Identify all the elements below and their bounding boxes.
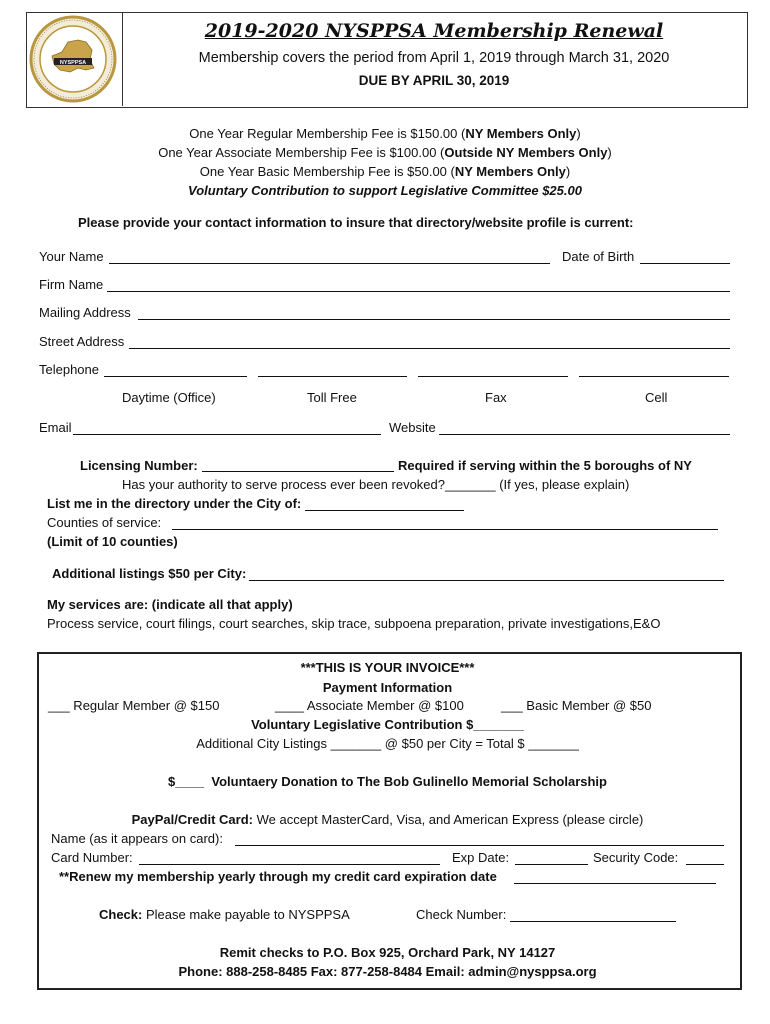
revoked-question: Has your authority to serve process ever been revoked?_______ (If yes, please explain): [122, 477, 630, 492]
check-payable: Check: Please make payable to NYSPPSA: [99, 907, 350, 922]
mailing-address-field[interactable]: [138, 319, 730, 320]
exp-date-label: Exp Date:: [452, 850, 510, 865]
telephone-label: Telephone: [39, 362, 99, 377]
associate-member-option[interactable]: ____ Associate Member @ $100: [275, 698, 464, 713]
email-field[interactable]: [73, 434, 381, 435]
basic-fee: One Year Basic Membership Fee is $50.00 (NY Members Only): [199, 164, 571, 179]
counties-limit: (Limit of 10 counties): [47, 534, 178, 549]
mailing-address-label: Mailing Address: [39, 305, 131, 320]
exp-date-field[interactable]: [515, 864, 588, 865]
cell-caption: Cell: [645, 390, 668, 405]
renew-yearly-field[interactable]: [514, 883, 716, 884]
fax-caption: Fax: [485, 390, 507, 405]
card-number-field[interactable]: [139, 864, 440, 865]
directory-city-label: List me in the directory under the City of:: [47, 496, 302, 511]
services-label: My services are: (indicate all that apply): [47, 597, 293, 612]
voluntary-contribution: Voluntary Contribution to support Legislative Committee $25.00: [188, 183, 582, 198]
additional-listings-field[interactable]: [249, 580, 724, 581]
logo-box: [26, 12, 123, 106]
licensing-required-note: Required if serving within the 5 boroughs of NY: [398, 458, 692, 473]
phone-fax-field[interactable]: [418, 376, 568, 377]
due-date: DUE BY APRIL 30, 2019: [358, 73, 510, 88]
your-name-field[interactable]: [109, 263, 550, 264]
tollfree-caption: Toll Free: [307, 390, 357, 405]
paypal-credit-card: PayPal/Credit Card: We accept MasterCard, Visa, and American Express (please circle): [131, 812, 644, 827]
renew-yearly-label: **Renew my membership yearly through my credit card expiration date: [59, 869, 497, 884]
counties-label: Counties of service:: [47, 515, 162, 530]
card-number-label: Card Number:: [51, 850, 133, 865]
payment-information: Payment Information: [322, 680, 453, 695]
email-label: Email: [39, 420, 72, 435]
regular-fee: One Year Regular Membership Fee is $150.00 (NY Members Only): [189, 126, 581, 141]
check-number-label: Check Number:: [416, 907, 507, 922]
remit-address: Remit checks to P.O. Box 925, Orchard Park, NY 14127: [219, 945, 556, 960]
daytime-caption: Daytime (Office): [122, 390, 216, 405]
regular-member-option[interactable]: ___ Regular Member @ $150: [48, 698, 220, 713]
your-name-label: Your Name: [39, 249, 104, 264]
services-list: Process service, court filings, court searches, skip trace, subpoena preparation, private investigations,E&O: [47, 616, 661, 631]
counties-field[interactable]: [172, 529, 718, 530]
dob-label: Date of Birth: [562, 249, 635, 264]
phone-cell-field[interactable]: [579, 376, 729, 377]
security-code-label: Security Code:: [593, 850, 679, 865]
legislative-contribution[interactable]: Voluntary Legislative Contribution $_______: [251, 717, 524, 732]
additional-listings-label: Additional listings $50 per City:: [52, 566, 247, 581]
licensing-number-field[interactable]: [202, 471, 394, 472]
security-code-field[interactable]: [686, 864, 724, 865]
contact-phone-email: Phone: 888-258-8485 Fax: 877-258-8484 Email: admin@nysppsa.org: [178, 964, 597, 979]
scholarship-donation[interactable]: $____ Voluntaery Donation to The Bob Gulinello Memorial Scholarship: [168, 774, 607, 789]
street-address-field[interactable]: [129, 348, 730, 349]
invoice-heading: ***THIS IS YOUR INVOICE***: [300, 660, 475, 675]
dob-field[interactable]: [640, 263, 730, 264]
name-on-card-field[interactable]: [235, 845, 724, 846]
nysppsa-seal-logo: [26, 12, 122, 106]
check-number-field[interactable]: [510, 921, 676, 922]
phone-tollfree-field[interactable]: [258, 376, 407, 377]
name-on-card-label: Name (as it appears on card):: [51, 831, 223, 846]
additional-city-listings[interactable]: Additional City Listings _______ @ $50 per City = Total $ _______: [196, 736, 579, 751]
street-address-label: Street Address: [39, 334, 125, 349]
directory-city-field[interactable]: [305, 510, 464, 511]
basic-member-option[interactable]: ___ Basic Member @ $50: [501, 698, 652, 713]
website-label: Website: [389, 420, 436, 435]
contact-instruction: Please provide your contact information to insure that directory/website profile is current:: [78, 215, 634, 230]
licensing-label: Licensing Number:: [80, 458, 198, 473]
associate-fee: One Year Associate Membership Fee is $100.00 (Outside NY Members Only): [158, 145, 612, 160]
phone-daytime-field[interactable]: [104, 376, 247, 377]
firm-name-field[interactable]: [107, 291, 730, 292]
website-field[interactable]: [439, 434, 730, 435]
svg-text:NYSPPSA: NYSPPSA: [59, 59, 87, 66]
page-title: 2019-2020 NYSPPSA Membership Renewal: [204, 20, 664, 42]
membership-period: Membership covers the period from April 1, 2019 through March 31, 2020: [198, 50, 670, 66]
firm-name-label: Firm Name: [39, 277, 104, 292]
